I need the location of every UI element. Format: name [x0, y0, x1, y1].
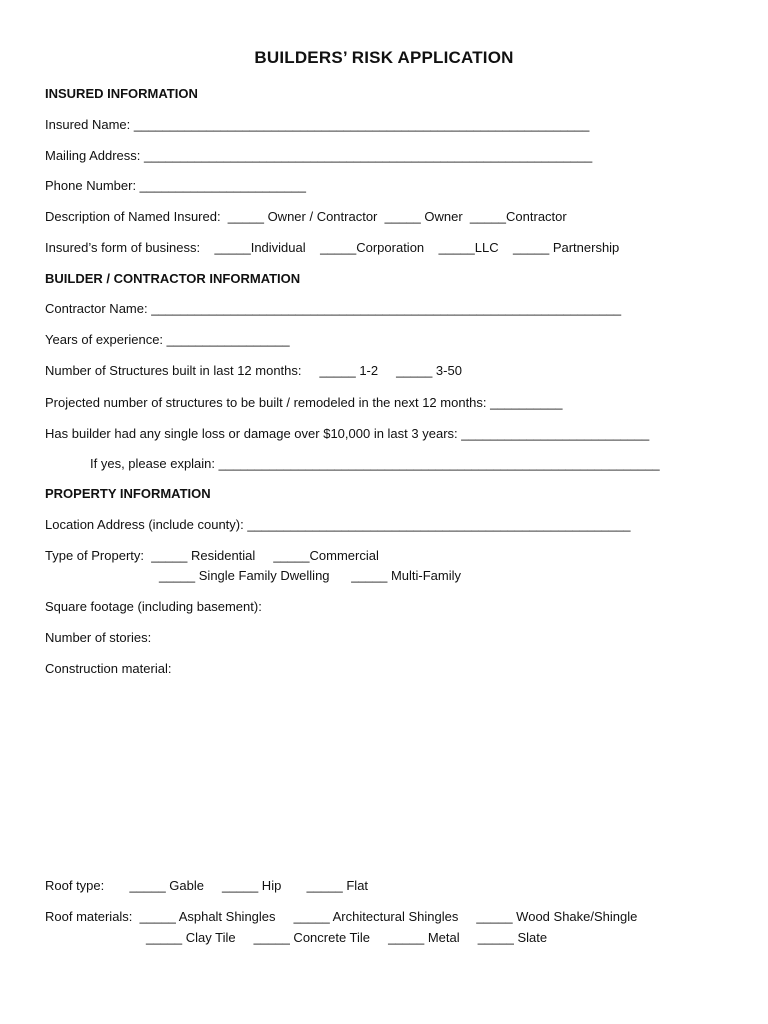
contractor-name-field[interactable]: Contractor Name: _________________________________________________________________ [45, 301, 622, 316]
number-of-stories-field[interactable]: Number of stories: [45, 630, 152, 645]
type-of-property-field[interactable]: Type of Property: _____ Residential _____Commercial [45, 548, 379, 563]
phone-number-field[interactable]: Phone Number: _______________________ [45, 178, 306, 193]
construction-material-field[interactable]: Construction material: [45, 661, 172, 676]
square-footage-field[interactable]: Square footage (including basement): [45, 599, 262, 614]
insured-information-heading: INSURED INFORMATION [45, 86, 198, 101]
mailing-address-field[interactable]: Mailing Address: ______________________________________________________________ [45, 148, 593, 163]
property-dwelling-type-field[interactable]: _____ Single Family Dwelling _____ Multi-Family [159, 568, 462, 583]
loss-explanation-field[interactable]: If yes, please explain: _____________________________________________________________ [90, 456, 660, 471]
property-information-heading: PROPERTY INFORMATION [45, 486, 211, 501]
single-loss-field[interactable]: Has builder had any single loss or damage over $10,000 in last 3 years: __________________________ [45, 426, 650, 441]
builder-contractor-information-heading: BUILDER / CONTRACTOR INFORMATION [45, 271, 301, 286]
location-address-field[interactable]: Location Address (include county): _____________________________________________________ [45, 517, 631, 532]
years-of-experience-field[interactable]: Years of experience: _________________ [45, 332, 290, 347]
named-insured-description-field[interactable]: Description of Named Insured: _____ Owner / Contractor _____ Owner _____Contractor [45, 209, 567, 224]
roof-type-field[interactable]: Roof type: _____ Gable _____ Hip _____ Flat [45, 878, 369, 893]
projected-structures-field[interactable]: Projected number of structures to be built / remodeled in the next 12 months: __________ [45, 395, 563, 410]
insured-name-field[interactable]: Insured Name: _______________________________________________________________ [45, 117, 590, 132]
roof-materials-field[interactable]: Roof materials: _____ Asphalt Shingles _____ Architectural Shingles _____ Wood Shake/Shingle [45, 909, 638, 924]
roof-materials-more-field[interactable]: _____ Clay Tile _____ Concrete Tile _____ Metal _____ Slate [146, 930, 548, 945]
structures-built-field[interactable]: Number of Structures built in last 12 months: _____ 1-2 _____ 3-50 [45, 363, 462, 378]
document-title: BUILDERS’ RISK APPLICATION [254, 48, 514, 67]
form-of-business-field[interactable]: Insured’s form of business: _____Individual _____Corporation _____LLC _____ Partnership [45, 240, 620, 255]
